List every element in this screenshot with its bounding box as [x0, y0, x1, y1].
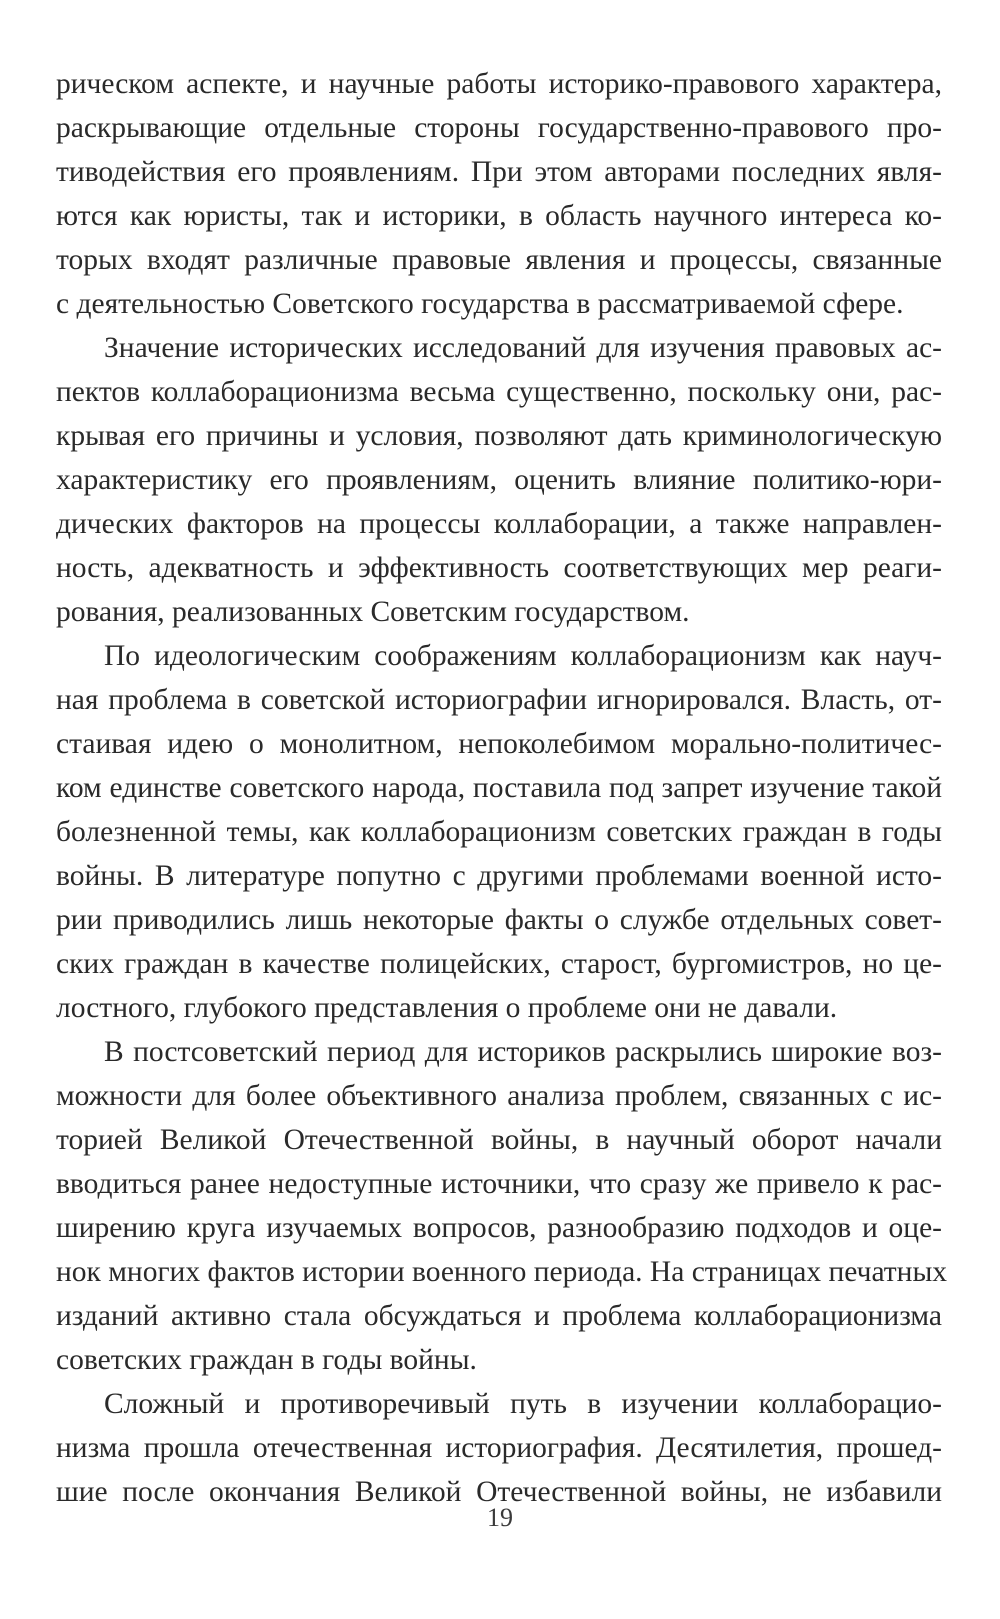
text-line: ная проблема в советской историографии игнорировался. Власть, от-	[56, 684, 942, 716]
text-line: ность, адекватность и эффективность соответствующих мер реаги-	[56, 552, 942, 584]
text-line: вводиться ранее недоступные источники, что сразу же привело к рас-	[56, 1168, 942, 1200]
text-line: войны. В литературе попутно с другими проблемами военной исто-	[56, 860, 942, 892]
text-body	[56, 62, 948, 1514]
text-line: крывая его причины и условия, позволяют дать криминологическую	[56, 420, 942, 452]
paragraph-first-line: Сложный и противоречивый путь в изучении коллаборацио-	[104, 1388, 942, 1420]
text-line: рования, реализованных Советским государством.	[56, 596, 690, 628]
text-line: болезненной темы, как коллаборационизм советских граждан в годы	[56, 816, 942, 848]
text-line: стаивая идею о монолитном, непоколебимом морально-политичес-	[56, 728, 942, 760]
text-line: лостного, глубокого представления о проблеме они не давали.	[56, 992, 838, 1024]
text-line: изданий активно стала обсуждаться и проблема коллаборационизма	[56, 1300, 942, 1332]
text-line: ком единстве советского народа, поставила под запрет изучение такой	[56, 772, 942, 804]
text-line: низма прошла отечественная историография. Десятилетия, прошед-	[56, 1432, 942, 1464]
paragraph-first-line: Значение исторических исследований для изучения правовых ас-	[104, 332, 942, 364]
text-line: торией Великой Отечественной войны, в научный оборот начали	[56, 1124, 942, 1156]
text-line: раскрывающие отдельные стороны государственно-правового про-	[56, 112, 942, 144]
text-line: можности для более объективного анализа проблем, связанных с ис-	[56, 1080, 942, 1112]
text-line: с деятельностью Советского государства в рассматриваемой сфере.	[56, 288, 904, 320]
text-line: рии приводились лишь некоторые факты о службе отдельных совет-	[56, 904, 942, 936]
paragraph-first-line: В постсоветский период для историков раскрылись широкие воз-	[104, 1036, 942, 1068]
text-line: тиводействия его проявлениям. При этом авторами последних явля-	[56, 156, 942, 188]
text-line: характеристику его проявлениям, оценить влияние политико-юри-	[56, 464, 942, 496]
text-line: ширению круга изучаемых вопросов, разнообразию подходов и оце-	[56, 1212, 942, 1244]
text-line: нок многих фактов истории военного периода. На страницах печатных	[56, 1256, 948, 1288]
text-line: пектов коллаборационизма весьма существенно, поскольку они, рас-	[56, 376, 942, 408]
text-line: ских граждан в качестве полицейских, старост, бургомистров, но це-	[56, 948, 942, 980]
text-line: ются как юристы, так и историки, в область научного интереса ко-	[56, 200, 942, 232]
text-line: рическом аспекте, и научные работы историко-правового характера,	[56, 68, 942, 100]
text-line: торых входят различные правовые явления и процессы, связанные	[56, 244, 942, 276]
text-line: советских граждан в годы войны.	[56, 1344, 477, 1376]
text-line: шие после окончания Великой Отечественной войны, не избавили	[56, 1476, 942, 1508]
paragraph-first-line: По идеологическим соображениям коллаборационизм как науч-	[104, 640, 942, 672]
page-number: 19	[487, 1503, 513, 1532]
text-line: дических факторов на процессы коллаборации, а также направлен-	[56, 508, 942, 540]
